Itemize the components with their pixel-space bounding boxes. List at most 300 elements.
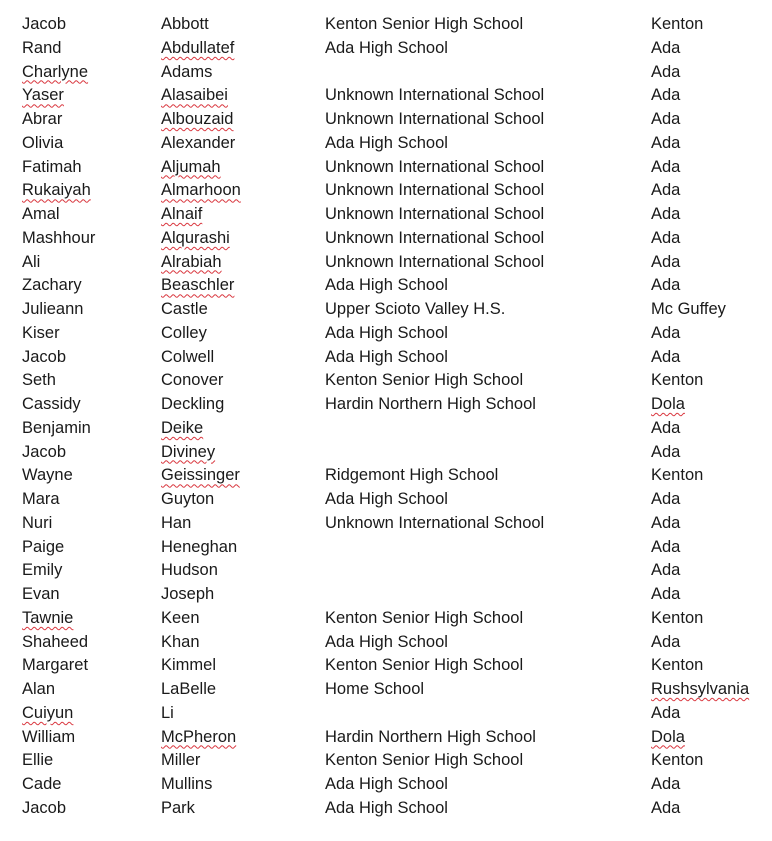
last-name-text: Beaschler [161, 276, 235, 295]
table-row [0, 749, 772, 773]
first-name-text: Olivia [22, 133, 64, 152]
table-row [0, 37, 772, 61]
first-name-text: Wayne [22, 466, 73, 485]
city-text: Ada [651, 798, 681, 817]
city-text: Ada [651, 347, 681, 366]
first-name-cell [0, 179, 161, 203]
last-name-text: Abbott [161, 15, 209, 33]
last-name-text: Adams [161, 62, 213, 81]
last-name-text: Park [161, 798, 195, 817]
table-row [0, 132, 772, 156]
last-name-text: Alqurashi [161, 228, 230, 247]
school-cell [325, 559, 651, 583]
last-name-cell [161, 631, 325, 655]
city-text: Ada [651, 632, 681, 651]
city-cell [651, 298, 772, 322]
table-row [0, 441, 772, 465]
city-cell [651, 346, 772, 370]
last-name-text: Hudson [161, 561, 218, 580]
school-text: Unknown International School [325, 252, 545, 271]
first-name-text: Margaret [22, 656, 89, 675]
last-name-cell [161, 298, 325, 322]
first-name-cell [0, 346, 161, 370]
table-row [0, 393, 772, 417]
table-row [0, 536, 772, 560]
table-row [0, 179, 772, 203]
school-cell [325, 417, 651, 441]
school-text: Home School [325, 680, 425, 698]
last-name-cell [161, 726, 325, 750]
last-name-cell [161, 227, 325, 251]
last-name-text: Alexander [161, 133, 236, 152]
first-name-cell [0, 512, 161, 536]
last-name-cell [161, 179, 325, 203]
city-text: Ada [651, 110, 681, 128]
city-text: Ada [651, 323, 681, 342]
first-name-text: Jacob [22, 798, 67, 817]
school-cell [325, 132, 651, 156]
table-row [0, 369, 772, 393]
school-cell [325, 583, 651, 607]
first-name-cell [0, 298, 161, 322]
last-name-text: Guyton [161, 490, 215, 508]
city-text: Kenton [651, 15, 704, 33]
city-text: Ada [651, 513, 681, 532]
first-name-text: Charlyne [22, 62, 89, 81]
last-name-cell [161, 203, 325, 227]
school-text: Unknown International School [325, 513, 545, 532]
last-name-cell [161, 13, 325, 37]
city-text: Ada [651, 775, 681, 793]
city-cell [651, 203, 772, 227]
first-name-cell [0, 156, 161, 180]
city-cell [651, 61, 772, 85]
city-text: Ada [651, 86, 681, 105]
first-name-text: Abrar [22, 110, 63, 128]
city-text: Ada [651, 418, 681, 437]
first-name-cell [0, 274, 161, 298]
city-text: Ada [651, 442, 681, 461]
first-name-text: Rukaiyah [22, 181, 91, 200]
student-list-body [0, 13, 772, 821]
last-name-text: Almarhoon [161, 181, 241, 200]
first-name-text: Alan [22, 680, 56, 698]
city-cell [651, 441, 772, 465]
first-name-text: Julieann [22, 300, 84, 318]
first-name-cell [0, 13, 161, 37]
first-name-cell [0, 227, 161, 251]
table-row [0, 702, 772, 726]
school-cell [325, 156, 651, 180]
table-row [0, 251, 772, 275]
city-cell [651, 488, 772, 512]
city-text: Kenton [651, 466, 704, 485]
city-cell [651, 417, 772, 441]
last-name-cell [161, 322, 325, 346]
first-name-cell [0, 369, 161, 393]
first-name-text: Benjamin [22, 418, 91, 437]
city-cell [651, 179, 772, 203]
last-name-text: Alnaif [161, 205, 203, 223]
last-name-text: Aljumah [161, 157, 221, 176]
school-text: Ada High School [325, 798, 448, 817]
first-name-cell [0, 773, 161, 797]
table-row [0, 346, 772, 370]
first-name-cell [0, 583, 161, 607]
last-name-text: Mullins [161, 775, 213, 793]
school-text: Hardin Northern High School [325, 395, 536, 413]
school-text: Kenton Senior High School [325, 371, 524, 390]
first-name-cell [0, 108, 161, 132]
first-name-cell [0, 678, 161, 702]
table-row [0, 797, 772, 821]
first-name-text: Ellie [22, 751, 54, 770]
city-text: Ada [651, 133, 681, 152]
last-name-cell [161, 132, 325, 156]
table-row [0, 417, 772, 441]
table-row [0, 583, 772, 607]
school-text: Kenton Senior High School [325, 751, 524, 770]
first-name-text: Evan [22, 585, 60, 603]
last-name-cell [161, 536, 325, 560]
school-cell [325, 464, 651, 488]
school-text: Ada High School [325, 133, 448, 152]
last-name-cell [161, 678, 325, 702]
city-cell [651, 393, 772, 417]
school-cell [325, 726, 651, 750]
first-name-cell [0, 37, 161, 61]
city-cell [651, 559, 772, 583]
school-cell [325, 678, 651, 702]
first-name-text: Tawnie [22, 608, 74, 627]
school-text: Kenton Senior High School [325, 656, 524, 675]
last-name-text: Abdullatef [161, 38, 235, 57]
last-name-text: Colwell [161, 347, 215, 366]
city-cell [651, 227, 772, 251]
last-name-cell [161, 464, 325, 488]
city-cell [651, 678, 772, 702]
city-cell [651, 369, 772, 393]
first-name-cell [0, 393, 161, 417]
last-name-cell [161, 346, 325, 370]
city-text: Ada [651, 490, 681, 508]
last-name-text: Conover [161, 371, 224, 390]
school-cell [325, 61, 651, 85]
school-cell [325, 512, 651, 536]
table-row [0, 464, 772, 488]
first-name-cell [0, 797, 161, 821]
city-cell [651, 797, 772, 821]
city-cell [651, 274, 772, 298]
last-name-cell [161, 488, 325, 512]
table-row [0, 203, 772, 227]
last-name-text: Han [161, 513, 192, 532]
last-name-cell [161, 156, 325, 180]
last-name-text: Geissinger [161, 466, 240, 485]
city-cell [651, 749, 772, 773]
first-name-cell [0, 322, 161, 346]
first-name-text: Jacob [22, 442, 67, 461]
last-name-cell [161, 583, 325, 607]
last-name-cell [161, 84, 325, 108]
city-text: Ada [651, 157, 681, 176]
table-row [0, 156, 772, 180]
first-name-cell [0, 61, 161, 85]
first-name-text: Amal [22, 205, 60, 223]
school-text: Unknown International School [325, 110, 545, 128]
table-row [0, 322, 772, 346]
city-text: Ada [651, 181, 681, 200]
table-row [0, 61, 772, 85]
city-text: Ada [651, 228, 681, 247]
school-text: Upper Scioto Valley H.S. [325, 300, 506, 318]
last-name-text: Keen [161, 608, 200, 627]
table-row [0, 227, 772, 251]
first-name-text: Fatimah [22, 157, 82, 176]
last-name-text: LaBelle [161, 680, 217, 698]
last-name-text: McPheron [161, 727, 237, 746]
school-cell [325, 607, 651, 631]
first-name-text: Mara [22, 490, 60, 508]
first-name-text: Zachary [22, 276, 82, 295]
school-text: Unknown International School [325, 205, 545, 223]
school-text: Ada High School [325, 276, 448, 295]
table-row [0, 631, 772, 655]
first-name-cell [0, 654, 161, 678]
city-cell [651, 464, 772, 488]
school-cell [325, 702, 651, 726]
first-name-text: Paige [22, 537, 65, 556]
city-text: Ada [651, 561, 681, 580]
school-cell [325, 84, 651, 108]
last-name-text: Khan [161, 632, 200, 651]
first-name-text: Cassidy [22, 395, 81, 413]
city-text: Ada [651, 38, 681, 57]
first-name-cell [0, 417, 161, 441]
school-text: Ada High School [325, 38, 448, 57]
last-name-text: Albouzaid [161, 110, 234, 128]
school-cell [325, 536, 651, 560]
table-row [0, 773, 772, 797]
first-name-cell [0, 559, 161, 583]
school-text: Ada High School [325, 775, 448, 793]
last-name-cell [161, 251, 325, 275]
table-row [0, 654, 772, 678]
first-name-cell [0, 702, 161, 726]
last-name-text: Castle [161, 300, 208, 318]
last-name-cell [161, 797, 325, 821]
table-row [0, 726, 772, 750]
last-name-text: Li [161, 703, 174, 722]
school-text: Ada High School [325, 347, 448, 366]
city-text: Ada [651, 703, 681, 722]
last-name-cell [161, 441, 325, 465]
school-cell [325, 298, 651, 322]
school-cell [325, 346, 651, 370]
school-cell [325, 749, 651, 773]
last-name-cell [161, 393, 325, 417]
city-cell [651, 37, 772, 61]
school-text: Kenton Senior High School [325, 15, 524, 33]
school-cell [325, 179, 651, 203]
school-cell [325, 108, 651, 132]
last-name-cell [161, 512, 325, 536]
school-cell [325, 393, 651, 417]
last-name-cell [161, 369, 325, 393]
last-name-text: Deckling [161, 395, 225, 413]
first-name-text: Yaser [22, 86, 64, 105]
first-name-cell [0, 441, 161, 465]
school-cell [325, 797, 651, 821]
first-name-cell [0, 132, 161, 156]
student-list-table [0, 13, 772, 821]
first-name-cell [0, 607, 161, 631]
last-name-cell [161, 654, 325, 678]
school-cell [325, 654, 651, 678]
city-cell [651, 583, 772, 607]
table-row [0, 13, 772, 37]
first-name-text: Cade [22, 775, 62, 793]
school-cell [325, 13, 651, 37]
school-cell [325, 227, 651, 251]
school-cell [325, 773, 651, 797]
last-name-cell [161, 559, 325, 583]
school-text: Hardin Northern High School [325, 727, 536, 746]
city-text: Ada [651, 276, 681, 295]
city-text: Kenton [651, 608, 704, 627]
city-cell [651, 607, 772, 631]
table-row [0, 108, 772, 132]
school-text: Unknown International School [325, 86, 545, 105]
last-name-cell [161, 702, 325, 726]
last-name-text: Deike [161, 418, 204, 437]
city-cell [651, 132, 772, 156]
city-text: Ada [651, 62, 681, 81]
first-name-cell [0, 84, 161, 108]
city-text: Kenton [651, 371, 704, 390]
last-name-text: Diviney [161, 442, 216, 461]
school-text: Ada High School [325, 490, 448, 508]
school-cell [325, 488, 651, 512]
table-row [0, 488, 772, 512]
school-text: Unknown International School [325, 181, 545, 200]
last-name-cell [161, 37, 325, 61]
last-name-text: Colley [161, 323, 207, 342]
city-text: Kenton [651, 656, 704, 675]
table-row [0, 678, 772, 702]
last-name-text: Miller [161, 751, 201, 770]
city-cell [651, 512, 772, 536]
table-row [0, 512, 772, 536]
last-name-cell [161, 749, 325, 773]
first-name-text: William [22, 727, 76, 746]
city-text: Rushsylvania [651, 680, 750, 698]
city-cell [651, 156, 772, 180]
last-name-cell [161, 773, 325, 797]
city-text: Dola [651, 727, 685, 746]
city-cell [651, 773, 772, 797]
table-row [0, 607, 772, 631]
first-name-text: Rand [22, 38, 62, 57]
city-text: Kenton [651, 751, 704, 770]
last-name-cell [161, 417, 325, 441]
last-name-text: Joseph [161, 585, 215, 603]
first-name-text: Nuri [22, 513, 53, 532]
last-name-cell [161, 607, 325, 631]
table-row [0, 298, 772, 322]
last-name-cell [161, 274, 325, 298]
city-cell [651, 726, 772, 750]
school-text: Unknown International School [325, 228, 545, 247]
first-name-cell [0, 749, 161, 773]
first-name-cell [0, 488, 161, 512]
first-name-text: Kiser [22, 323, 60, 342]
table-row [0, 559, 772, 583]
school-cell [325, 37, 651, 61]
table-row [0, 84, 772, 108]
city-text: Ada [651, 585, 681, 603]
city-text: Dola [651, 395, 685, 413]
city-text: Ada [651, 252, 681, 271]
school-text: Unknown International School [325, 157, 545, 176]
last-name-text: Alasaibei [161, 86, 228, 105]
first-name-text: Emily [22, 561, 63, 580]
first-name-cell [0, 251, 161, 275]
city-text: Ada [651, 205, 681, 223]
last-name-cell [161, 61, 325, 85]
city-text: Ada [651, 537, 681, 556]
school-text: Ada High School [325, 323, 448, 342]
last-name-text: Heneghan [161, 537, 238, 556]
school-cell [325, 251, 651, 275]
school-cell [325, 322, 651, 346]
city-cell [651, 108, 772, 132]
first-name-cell [0, 631, 161, 655]
school-cell [325, 203, 651, 227]
first-name-text: Shaheed [22, 632, 89, 651]
school-cell [325, 631, 651, 655]
first-name-text: Jacob [22, 15, 67, 33]
school-text: Ridgemont High School [325, 466, 499, 485]
first-name-text: Mashhour [22, 228, 96, 247]
city-cell [651, 702, 772, 726]
city-cell [651, 631, 772, 655]
city-cell [651, 251, 772, 275]
last-name-text: Kimmel [161, 656, 217, 675]
table-row [0, 274, 772, 298]
first-name-cell [0, 203, 161, 227]
school-text: Ada High School [325, 632, 448, 651]
first-name-text: Cuiyun [22, 703, 74, 722]
city-cell [651, 84, 772, 108]
school-cell [325, 274, 651, 298]
city-cell [651, 13, 772, 37]
last-name-text: Alrabiah [161, 252, 222, 271]
school-cell [325, 441, 651, 465]
school-text: Kenton Senior High School [325, 608, 524, 627]
school-cell [325, 369, 651, 393]
city-cell [651, 536, 772, 560]
first-name-cell [0, 536, 161, 560]
first-name-text: Ali [22, 252, 41, 271]
city-text: Mc Guffey [651, 300, 726, 318]
first-name-cell [0, 464, 161, 488]
first-name-cell [0, 726, 161, 750]
first-name-text: Jacob [22, 347, 67, 366]
first-name-text: Seth [22, 371, 56, 390]
city-cell [651, 654, 772, 678]
city-cell [651, 322, 772, 346]
